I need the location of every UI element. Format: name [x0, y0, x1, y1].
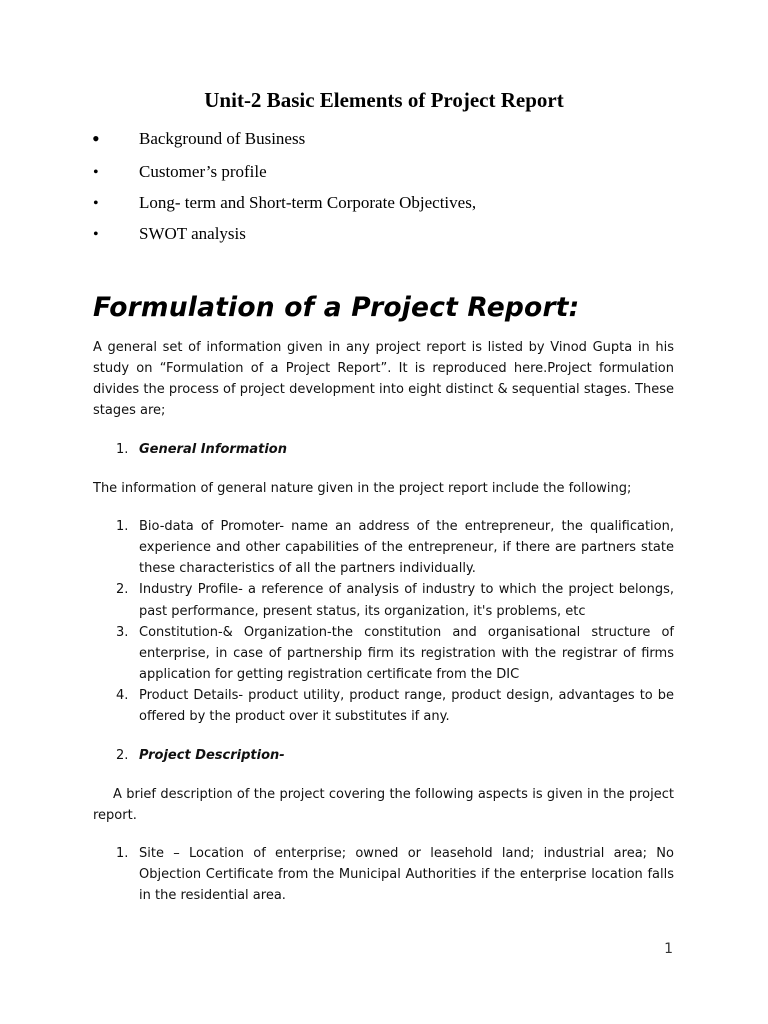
list-item-line: Industry Profile- a reference of analysis of industry to which the project belongs, — [139, 582, 674, 597]
list-item-line: past performance, present status, its organization, it's problems, etc — [139, 604, 586, 619]
section-heading: Formulation of a Project Report: — [93, 292, 580, 323]
list-item-line: Objection Certificate from the Municipal Authorities if the enterprise location falls — [139, 867, 674, 882]
paragraph-line: The information of general nature given in the project report include the following; — [93, 481, 632, 496]
list-item-line: in the residential area. — [139, 888, 286, 903]
list-item-line: experience and other capabilities of the entrepreneur, if there are partners state — [139, 540, 674, 555]
paragraph-line: study on “Formulation of a Project Report”. It is reproduced here.Project formulation — [93, 361, 674, 376]
list-number: 1. — [116, 846, 129, 861]
bullet-item: Long- term and Short-term Corporate Objectives, — [139, 193, 477, 212]
list-item-line: offered by the product over it substitutes if any. — [139, 709, 450, 724]
list-item-line: Constitution-& Organization-the constitution and organisational structure of — [139, 625, 674, 640]
list-number: 1. — [116, 442, 129, 457]
bullet-icon: • — [92, 126, 100, 151]
paragraph-line: stages are; — [93, 403, 166, 418]
list-item-line: application for getting registration certificate from the DIC — [139, 667, 520, 682]
paragraph-line: report. — [93, 808, 137, 823]
list-number: 1. — [116, 519, 129, 534]
list-number: 2. — [116, 582, 129, 597]
bullet-icon: • — [93, 164, 99, 181]
list-number: 2. — [116, 748, 129, 763]
page-title: Unit-2 Basic Elements of Project Report — [204, 88, 564, 112]
list-item-line: Bio-data of Promoter- name an address of the entrepreneur, the qualification, — [139, 519, 674, 534]
list-item-line: Site – Location of enterprise; owned or leasehold land; industrial area; No — [139, 846, 674, 861]
page-number: 1 — [664, 941, 673, 957]
list-number: 3. — [116, 625, 129, 640]
paragraph-line: A general set of information given in any project report is listed by Vinod Gupta in his — [93, 340, 674, 355]
paragraph-line: divides the process of project development into eight distinct & sequential stages. These — [93, 382, 674, 397]
bullet-icon: • — [93, 195, 99, 212]
list-item-line: these characteristics of all the partners individually. — [139, 561, 476, 576]
subsection-title: General Information — [139, 442, 287, 457]
subsection-title: Project Description- — [139, 748, 285, 763]
paragraph-line: A brief description of the project covering the following aspects is given in the project — [113, 787, 674, 802]
bullet-item: Background of Business — [139, 129, 306, 148]
bullet-icon: • — [93, 226, 99, 243]
list-number: 4. — [116, 688, 129, 703]
list-item-line: Product Details- product utility, product range, product design, advantages to be — [139, 688, 674, 703]
bullet-item: Customer’s profile — [139, 162, 267, 181]
list-item-line: enterprise, in case of partnership firm its registration with the registrar of firms — [139, 646, 674, 661]
bullet-item: SWOT analysis — [139, 224, 246, 243]
